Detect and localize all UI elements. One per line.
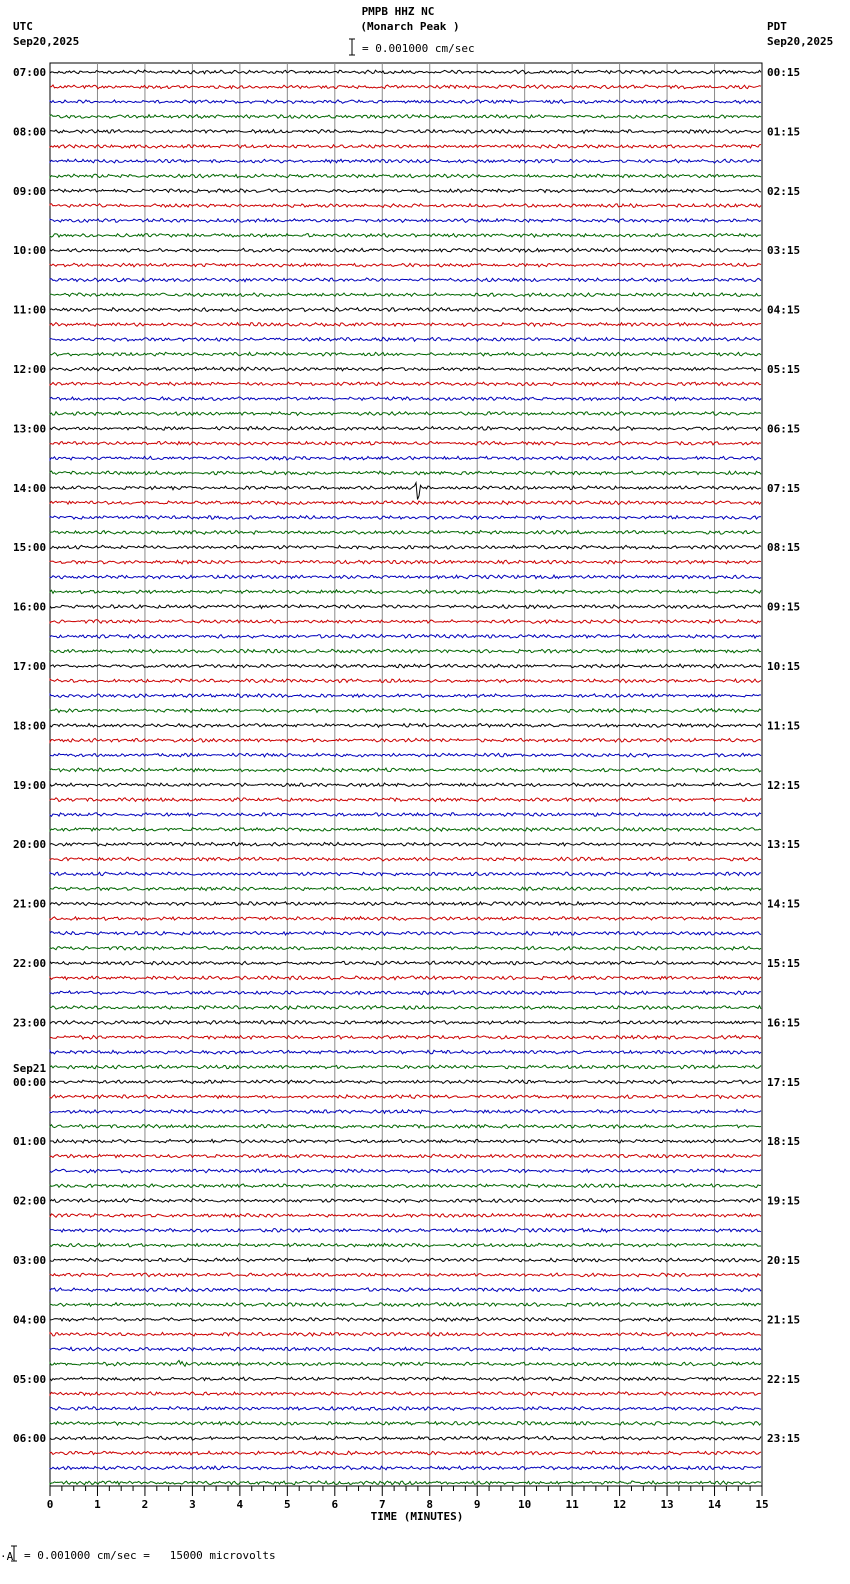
- trace-line: [50, 753, 761, 757]
- date-change-label: Sep21: [13, 1062, 47, 1075]
- trace-line: [50, 575, 761, 579]
- trace-line: [50, 248, 761, 252]
- utc-hour-label: 09:00: [13, 184, 47, 198]
- trace-line: [50, 694, 761, 698]
- x-tick-label: 4: [236, 1498, 244, 1511]
- trace-line: [50, 976, 761, 980]
- right-timezone: PDT: [767, 20, 787, 33]
- trace-line: [50, 991, 761, 995]
- scale-label: = 0.001000 cm/sec: [362, 42, 475, 55]
- trace-line: [50, 1303, 761, 1307]
- x-tick-label: 11: [565, 1498, 579, 1511]
- utc-hour-label: 16:00: [13, 600, 47, 614]
- trace-line: [50, 352, 761, 356]
- utc-hour-label: 17:00: [13, 660, 47, 673]
- trace-line: [50, 738, 761, 742]
- trace-line: [50, 932, 761, 936]
- trace-line: [50, 1288, 761, 1292]
- trace-line: [50, 189, 761, 193]
- trace-line: [50, 337, 761, 341]
- trace-line: [50, 471, 761, 475]
- trace-line: [50, 649, 761, 653]
- utc-hour-label: 11:00: [13, 303, 47, 317]
- trace-line: [50, 857, 761, 861]
- trace-line: [50, 382, 761, 386]
- pdt-hour-label: 09:15: [767, 600, 801, 614]
- pdt-hour-label: 13:15: [767, 838, 801, 852]
- utc-hour-label: 13:00: [13, 422, 47, 436]
- left-timezone: UTC: [13, 20, 33, 33]
- trace-line: [50, 1451, 761, 1455]
- trace-line: [50, 397, 761, 401]
- trace-line: [50, 946, 761, 950]
- trace-line: [50, 887, 761, 891]
- trace-line: [50, 828, 761, 832]
- x-tick-label: 14: [707, 1498, 722, 1511]
- trace-line: [50, 1199, 761, 1203]
- x-tick-label: 3: [189, 1498, 196, 1511]
- trace-line: [50, 813, 761, 817]
- trace-line: [50, 1258, 761, 1262]
- utc-hour-label: 18:00: [13, 719, 47, 733]
- x-tick-label: 6: [331, 1498, 339, 1511]
- pdt-hour-label: 21:15: [767, 1313, 801, 1327]
- trace-line: [50, 605, 761, 609]
- utc-hour-label: 10:00: [13, 244, 47, 258]
- trace-line: [50, 531, 761, 535]
- trace-line: [50, 483, 761, 500]
- pdt-hour-label: 16:15: [767, 1016, 801, 1030]
- utc-hour-label: 04:00: [13, 1313, 47, 1327]
- x-tick-label: 7: [378, 1498, 386, 1511]
- trace-line: [50, 85, 761, 89]
- trace-line: [50, 1318, 761, 1322]
- trace-line: [50, 130, 761, 134]
- trace-line: [50, 219, 761, 223]
- trace-line: [50, 664, 761, 668]
- utc-hour-label: 00:00: [13, 1075, 47, 1089]
- utc-hour-label: 22:00: [13, 957, 47, 970]
- trace-line: [50, 1080, 761, 1084]
- trace-line: [50, 412, 761, 416]
- trace-line: [50, 961, 761, 965]
- pdt-hour-label: 18:15: [767, 1135, 801, 1149]
- station-title: PMPB HHZ NC: [361, 5, 435, 18]
- pdt-hour-label: 02:15: [767, 184, 801, 198]
- trace-line: [50, 634, 761, 638]
- x-tick-label: 0: [46, 1498, 54, 1511]
- pdt-hour-label: 15:15: [767, 957, 801, 970]
- trace-line: [50, 1273, 761, 1277]
- trace-line: [50, 323, 761, 327]
- trace-line: [50, 1243, 761, 1247]
- trace-line: [50, 278, 761, 282]
- trace-line: [50, 145, 761, 149]
- trace-line: [50, 768, 761, 772]
- x-tick-label: 2: [141, 1498, 149, 1511]
- trace-line: [50, 872, 761, 876]
- pdt-hour-label: 07:15: [767, 481, 801, 495]
- utc-hour-label: 23:00: [13, 1016, 47, 1030]
- trace-line: [50, 441, 761, 445]
- trace-line: [50, 545, 761, 549]
- utc-hour-label: 01:00: [13, 1135, 47, 1149]
- trace-line: [50, 1050, 761, 1054]
- trace-line: [50, 1407, 761, 1411]
- footer-mark: ·A: [0, 1550, 14, 1563]
- trace-line: [50, 709, 761, 713]
- left-date: Sep20,2025: [13, 35, 80, 48]
- trace-line: [50, 115, 761, 119]
- trace-line: [50, 1436, 761, 1440]
- trace-line: [50, 1229, 761, 1233]
- pdt-hour-label: 08:15: [767, 541, 801, 555]
- trace-line: [50, 1360, 761, 1366]
- trace-line: [50, 367, 761, 371]
- trace-line: [50, 1214, 761, 1218]
- trace-line: [50, 798, 761, 802]
- pdt-hour-label: 10:15: [767, 660, 801, 673]
- trace-line: [50, 1332, 761, 1336]
- utc-hour-label: 14:00: [13, 481, 47, 495]
- footer-scale-label: = 0.001000 cm/sec = 15000 microvolts: [24, 1549, 276, 1562]
- utc-hour-label: 08:00: [13, 125, 47, 139]
- trace-line: [50, 308, 761, 312]
- pdt-hour-label: 17:15: [767, 1075, 801, 1089]
- right-date: Sep20,2025: [767, 35, 834, 48]
- x-tick-label: 13: [660, 1498, 674, 1511]
- trace-line: [50, 100, 761, 104]
- trace-line: [50, 456, 761, 460]
- trace-line: [50, 1035, 761, 1039]
- utc-hour-labels: [13, 66, 46, 1445]
- station-location: (Monarch Peak ): [360, 20, 460, 33]
- utc-hour-label: 15:00: [13, 541, 47, 555]
- trace-line: [50, 234, 761, 238]
- utc-hour-label: 03:00: [13, 1254, 47, 1267]
- trace-line: [50, 1006, 761, 1010]
- trace-line: [50, 1021, 761, 1025]
- trace-line: [50, 724, 761, 728]
- trace-line: [50, 1184, 761, 1188]
- pdt-hour-label: 23:15: [767, 1432, 801, 1446]
- pdt-hour-label: 20:15: [767, 1254, 801, 1267]
- trace-line: [50, 1422, 761, 1426]
- plot-frame: [50, 63, 762, 1486]
- trace-line: [50, 204, 761, 208]
- trace-line: [50, 427, 761, 431]
- x-tick-label: 15: [755, 1498, 769, 1511]
- utc-hour-label: 12:00: [13, 363, 47, 376]
- pdt-hour-label: 00:15: [767, 66, 801, 79]
- trace-line: [50, 679, 761, 683]
- pdt-hour-label: 12:15: [767, 778, 801, 792]
- pdt-hour-label: 01:15: [767, 125, 801, 139]
- trace-line: [50, 783, 761, 787]
- trace-line: [50, 1481, 761, 1485]
- trace-line: [50, 1125, 761, 1129]
- pdt-hour-label: 05:15: [767, 363, 801, 376]
- pdt-hour-label: 19:15: [767, 1194, 801, 1208]
- pdt-hour-label: 06:15: [767, 422, 801, 436]
- trace-line: [50, 1065, 761, 1069]
- trace-line: [50, 902, 761, 906]
- utc-hour-label: 06:00: [13, 1432, 47, 1446]
- trace-group: [50, 70, 761, 1485]
- x-axis: [47, 1486, 769, 1511]
- trace-line: [50, 1169, 761, 1173]
- pdt-hour-label: 14:15: [767, 897, 801, 911]
- trace-line: [50, 1377, 761, 1381]
- trace-line: [50, 842, 761, 846]
- pdt-hour-label: 04:15: [767, 303, 801, 317]
- pdt-hour-label: 22:15: [767, 1372, 801, 1386]
- trace-line: [50, 70, 761, 74]
- trace-line: [50, 293, 761, 297]
- utc-hour-label: 02:00: [13, 1194, 47, 1208]
- x-tick-label: 1: [94, 1498, 101, 1511]
- pdt-hour-label: 11:15: [767, 719, 801, 733]
- utc-hour-label: 05:00: [13, 1372, 47, 1386]
- x-tick-label: 9: [473, 1498, 481, 1511]
- pdt-hour-label: 03:15: [767, 244, 801, 258]
- pdt-hour-labels: [767, 66, 800, 1445]
- utc-hour-label: 20:00: [13, 838, 47, 852]
- trace-line: [50, 590, 761, 594]
- x-axis-label: TIME (MINUTES): [370, 1510, 464, 1523]
- trace-line: [50, 917, 761, 921]
- trace-line: [50, 1466, 761, 1470]
- trace-line: [50, 1347, 761, 1351]
- trace-line: [50, 1139, 761, 1143]
- utc-hour-label: 21:00: [13, 897, 47, 911]
- trace-line: [50, 263, 761, 267]
- trace-line: [50, 1154, 761, 1158]
- trace-line: [50, 1095, 761, 1099]
- trace-line: [50, 1392, 761, 1396]
- x-tick-label: 12: [612, 1498, 627, 1511]
- scale-bar-icon: [349, 39, 355, 55]
- utc-hour-label: 19:00: [13, 778, 47, 792]
- trace-line: [50, 620, 761, 624]
- utc-hour-label: 07:00: [13, 66, 47, 79]
- trace-line: [50, 1110, 761, 1114]
- trace-line: [50, 174, 761, 178]
- trace-line: [50, 159, 761, 163]
- trace-line: [50, 560, 761, 564]
- trace-line: [50, 516, 761, 520]
- trace-line: [50, 501, 761, 505]
- x-tick-label: 10: [518, 1498, 532, 1511]
- x-tick-label: 5: [284, 1498, 291, 1511]
- x-tick-label: 8: [426, 1498, 434, 1511]
- minute-grid: [97, 63, 714, 1486]
